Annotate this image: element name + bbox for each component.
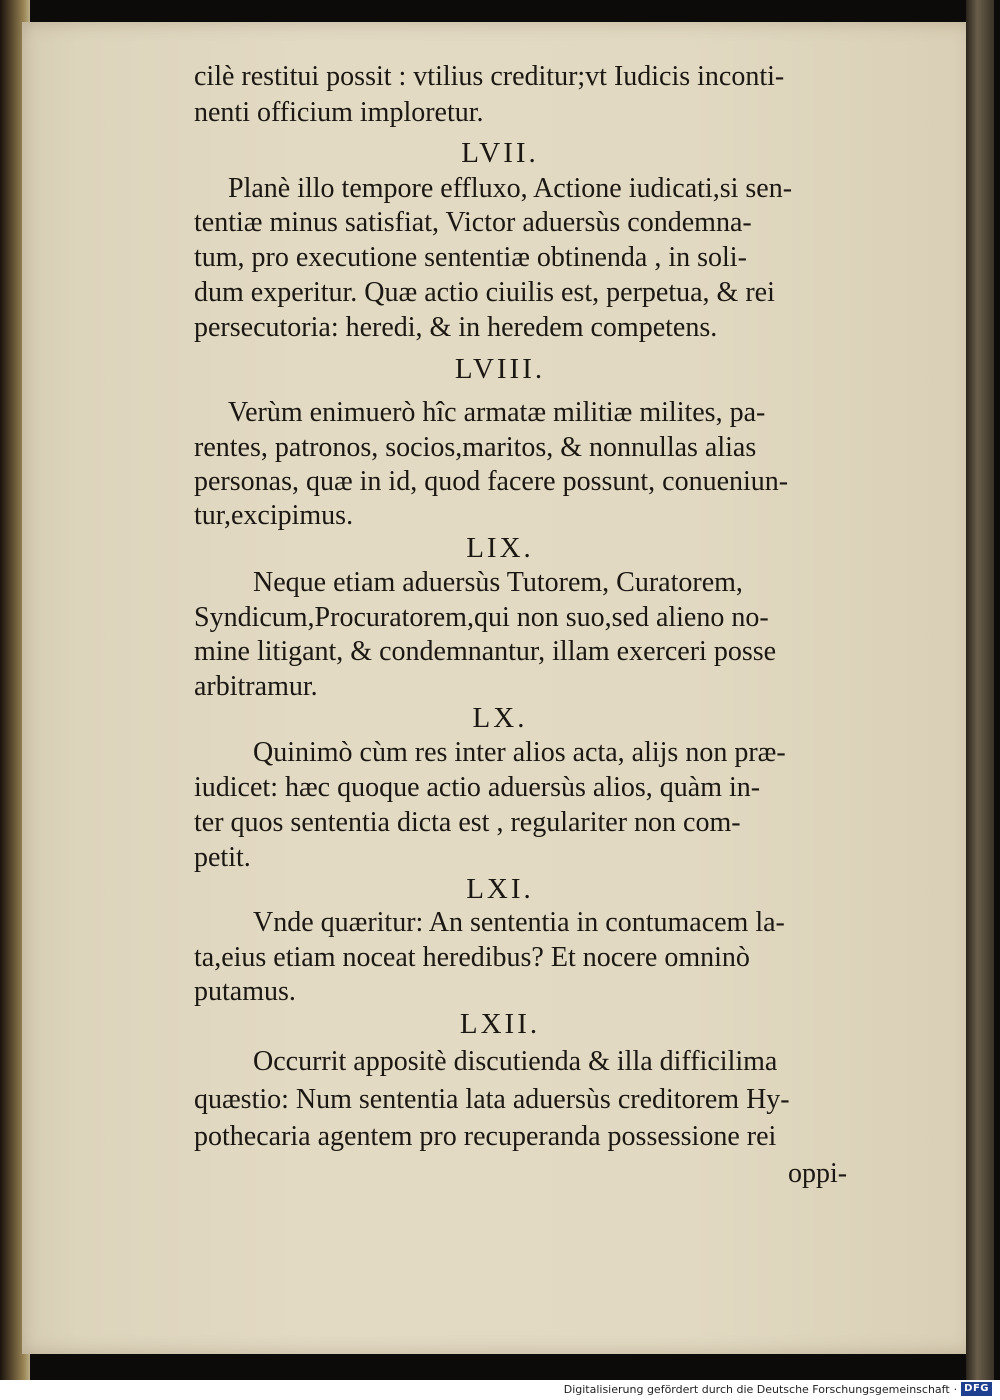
text-line: ter quos sententia dicta est , regulariter non com- [194, 807, 741, 838]
text-line: petit. [194, 842, 251, 873]
text-line: cilè restitui possit : vtilius creditur;vt Iudicis inconti- [194, 61, 785, 92]
text-line: dum experitur. Quæ actio ciuilis est, perpetua, & rei [194, 277, 775, 308]
text-line: pothecaria agentem pro recuperanda possessione rei [194, 1121, 777, 1152]
text-line: Neque etiam aduersùs Tutorem, Curatorem, [253, 567, 743, 598]
text-line: tum, pro executione sententiæ obtinenda , in soli- [194, 242, 747, 273]
dfg-logo: DFG [961, 1382, 992, 1396]
text-line: nenti officium imploretur. [194, 97, 484, 128]
section-heading: LXII. [459, 1008, 541, 1040]
text-line: Occurrit appositè discutienda & illa difficilima [253, 1046, 778, 1077]
text-line: Quinimò cùm res inter alios acta, alijs non præ- [253, 737, 786, 768]
text-line: personas, quæ in id, quod facere possunt, conueniun- [194, 466, 789, 497]
text-line: Vnde quæritur: An sententia in contumacem la- [253, 907, 785, 938]
section-heading: LX. [472, 702, 528, 734]
text-line: Planè illo tempore effluxo, Actione iudicati,si sen- [228, 173, 793, 204]
text-line: mine litigant, & condemnantur, illam exerceri posse [194, 636, 777, 667]
text-line: quæstio: Num sententia lata aduersùs creditorem Hy- [194, 1084, 790, 1115]
section-heading: LVIII. [454, 353, 546, 385]
text-line: Syndicum,Procuratorem,qui non suo,sed alieno no- [194, 602, 769, 633]
text-line: putamus. [194, 976, 296, 1007]
separator-dot: · [953, 1382, 958, 1396]
text-line: ta,eius etiam noceat heredibus? Et nocere omninò [194, 942, 750, 973]
text-line: rentes, patronos, socios,maritos, & nonnullas alias [194, 432, 757, 463]
text-line: tur,excipimus. [194, 500, 354, 531]
section-heading: LVII. [461, 137, 539, 169]
text-line: iudicet: hæc quoque actio aduersùs alios, quàm in- [194, 772, 761, 803]
book-edge [966, 0, 994, 1380]
credit-text: Digitalisierung gefördert durch die Deutsche Forschungsgemeinschaft [563, 1382, 950, 1396]
section-heading: LIX. [466, 532, 534, 564]
text-line: arbitramur. [194, 671, 318, 702]
text-line: Verùm enimuerò hîc armatæ militiæ milites, pa- [228, 397, 766, 428]
text-line: oppi- [788, 1158, 848, 1189]
text-line: tentiæ minus satisfiat, Victor aduersùs condemna- [194, 207, 752, 238]
text-line: persecutoria: heredi, & in heredem competens. [194, 312, 718, 343]
digitization-credit [564, 1380, 992, 1398]
section-heading: LXI. [466, 873, 534, 905]
